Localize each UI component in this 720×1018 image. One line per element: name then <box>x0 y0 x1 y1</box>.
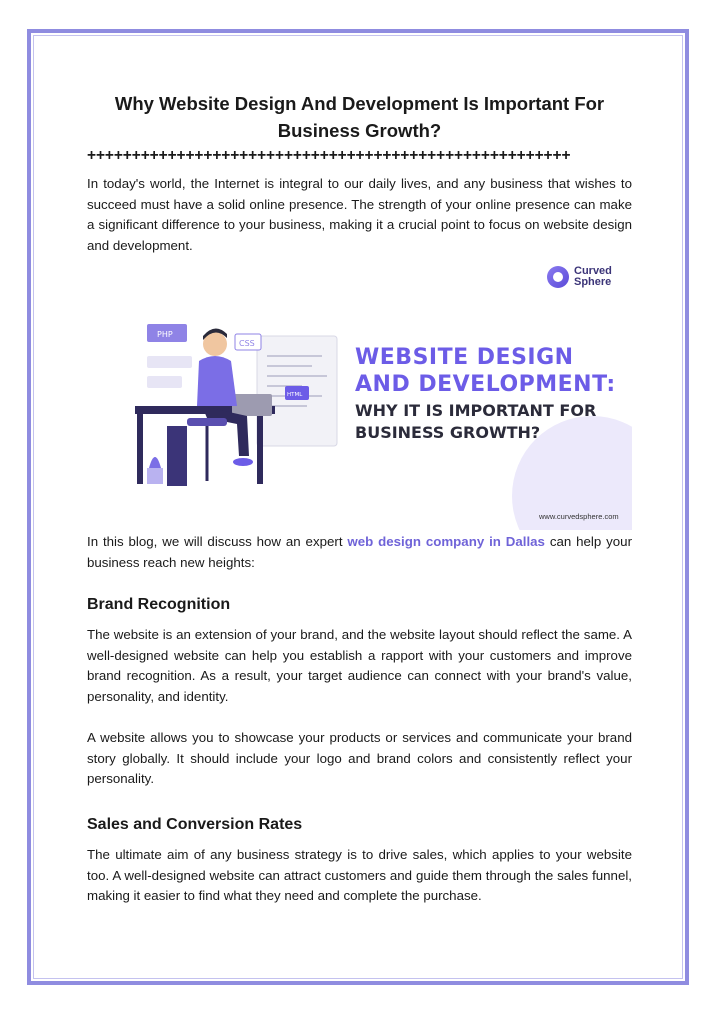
section-brand-recognition-body <box>87 625 632 790</box>
intro-text: In today's world, the Internet is integral to our daily lives, and any business that wishes to succeed must have a solid online presence. The strength of your online presence can make a significant difference to your business, making it a crucial point to focus on website design and development. <box>87 176 632 253</box>
blog-intro-before: In this blog, we will discuss how an expert <box>87 534 348 549</box>
blog-intro-after: can help your business reach new heights: <box>87 534 633 570</box>
developer-illustration <box>127 306 357 526</box>
css-tag: CSS <box>239 339 255 348</box>
web-design-company-link[interactable]: web design company in Dallas <box>347 534 545 549</box>
banner-url: www.curvedsphere.com <box>539 512 619 521</box>
logo-line-2: Sphere <box>574 276 612 288</box>
php-tag: PHP <box>157 330 173 339</box>
section-brand-recognition <box>87 594 632 616</box>
logo-text <box>574 266 612 288</box>
section-heading: Sales and Conversion Rates <box>87 816 303 833</box>
document-title: Why Website Design And Development Is Important For Business Growth? <box>114 93 605 141</box>
subheadline-line-2: BUSINESS GROWTH? <box>355 423 541 442</box>
blog-intro-paragraph <box>87 532 632 573</box>
logo-icon <box>547 266 569 288</box>
banner-headline <box>355 344 616 398</box>
logo-line-1: Curved <box>574 266 612 277</box>
hero-banner-image <box>87 266 632 530</box>
intro-paragraph <box>87 174 632 256</box>
subheadline-line-1: WHY IT IS IMPORTANT FOR <box>355 401 597 420</box>
section-heading: Brand Recognition <box>87 596 231 613</box>
headline-line-1: WEBSITE DESIGN <box>355 345 574 370</box>
separator-line: ++++++++++++++++++++++++++++++++++++++++++++++++++++++ <box>87 147 571 164</box>
blog-intro-text <box>87 532 632 573</box>
brand-logo <box>547 266 612 288</box>
paragraph: The website is an extension of your brand, and the website layout should reflect the same. A well-designed website can help you establish a rapport with your customers and improve brand recognition. As a result, your target audience can connect with your brand's value, personality, and identity. <box>87 627 632 704</box>
paragraph: The ultimate aim of any business strategy is to drive sales, which applies to your website too. A well-designed website can attract customers and guide them through the sales funnel, making it easier to find what they need and complete the purchase. <box>87 847 632 904</box>
paragraph: A website allows you to showcase your products or services and communicate your brand story globally. It should include your logo and brand colors and consistently reflect your personality. <box>87 729 632 787</box>
banner-subheadline <box>355 400 596 444</box>
section-sales-conversion-body <box>87 845 632 907</box>
section-sales-conversion <box>87 814 632 836</box>
html-tag: HTML <box>287 392 303 398</box>
headline-line-2: AND DEVELOPMENT: <box>355 372 616 397</box>
